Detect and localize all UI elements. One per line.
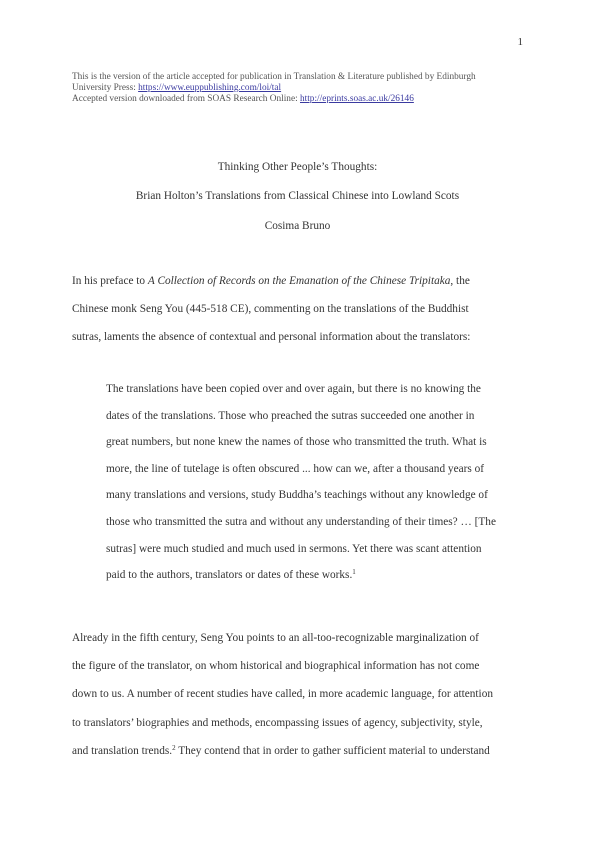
paper-subtitle: Brian Holton’s Translations from Classical Chinese into Lowland Scots xyxy=(135,190,460,202)
quote-line: more, the line of tutelage is often obscured ... how can we, after a thousand years of xyxy=(106,462,484,475)
paper-author: Cosima Bruno xyxy=(264,220,331,232)
intro-paragraph xyxy=(72,267,527,352)
quote-line: those who transmitted the sutra and without any understanding of their times? … [The xyxy=(106,515,496,528)
body-paragraph xyxy=(72,624,527,765)
text-line: Chinese monk Seng You (445-518 CE), commenting on the translations of the Buddhist xyxy=(72,303,469,316)
quote-line: dates of the translations. Those who preached the sutras succeeded one another in xyxy=(106,409,475,422)
notice-line: This is the version of the article accepted for publication in Translation & Literature published by Edinburgh xyxy=(72,72,476,82)
notice-line xyxy=(72,94,532,105)
quote-line: great numbers, but none knew the names of those who transmitted the truth. What is xyxy=(106,436,487,449)
quote-line: The translations have been copied over and over again, but there is no knowing the xyxy=(106,383,481,395)
publication-notice xyxy=(72,72,532,105)
publisher-link[interactable]: https://www.euppublishing.com/loi/tal xyxy=(138,83,282,93)
notice-prefix: University Press: xyxy=(72,83,139,93)
text-line: down to us. A number of recent studies have called, in more academic language, for attention xyxy=(72,688,493,701)
text-line: the figure of the translator, on whom historical and biographical information has not come xyxy=(72,660,480,673)
quote-line: sutras] were much studied and much used in sermons. Yet there was scant attention xyxy=(106,542,482,555)
footnote-marker[interactable]: 1 xyxy=(352,568,356,577)
text-line: and translation trends.$^2$ They contend that in order to gather sufficient material to understand xyxy=(72,743,490,757)
quote-line: many translations and versions, study Buddha’s teachings without any knowledge of xyxy=(106,489,488,502)
paper-title: Thinking Other People’s Thoughts: xyxy=(217,161,378,173)
text-line: sutras, laments the absence of contextual and personal information about the translators: xyxy=(72,331,471,344)
page-number: 1 xyxy=(517,36,523,48)
notice-prefix: Accepted version downloaded from SOAS Research Online: xyxy=(72,94,300,104)
text-line: Already in the fifth century, Seng You points to an all-too-recognizable marginalization of xyxy=(72,632,479,644)
text-line: In his preface to A Collection of Records on the Emanation of the Chinese Tripitaka, the xyxy=(72,275,470,287)
repository-link[interactable]: http://eprints.soas.ac.uk/26146 xyxy=(299,94,414,104)
block-quote xyxy=(106,376,526,589)
text-line: to translators’ biographies and methods, encompassing issues of agency, subjectivity, style, xyxy=(72,716,483,729)
quote-line: paid to the authors, translators or dates of these works.$^1$ xyxy=(106,568,356,582)
book-title: A Collection of Records on the Emanation of the Chinese Tripitaka xyxy=(147,275,451,287)
footnote-marker[interactable]: 2 xyxy=(172,743,176,752)
notice-line xyxy=(72,83,532,94)
